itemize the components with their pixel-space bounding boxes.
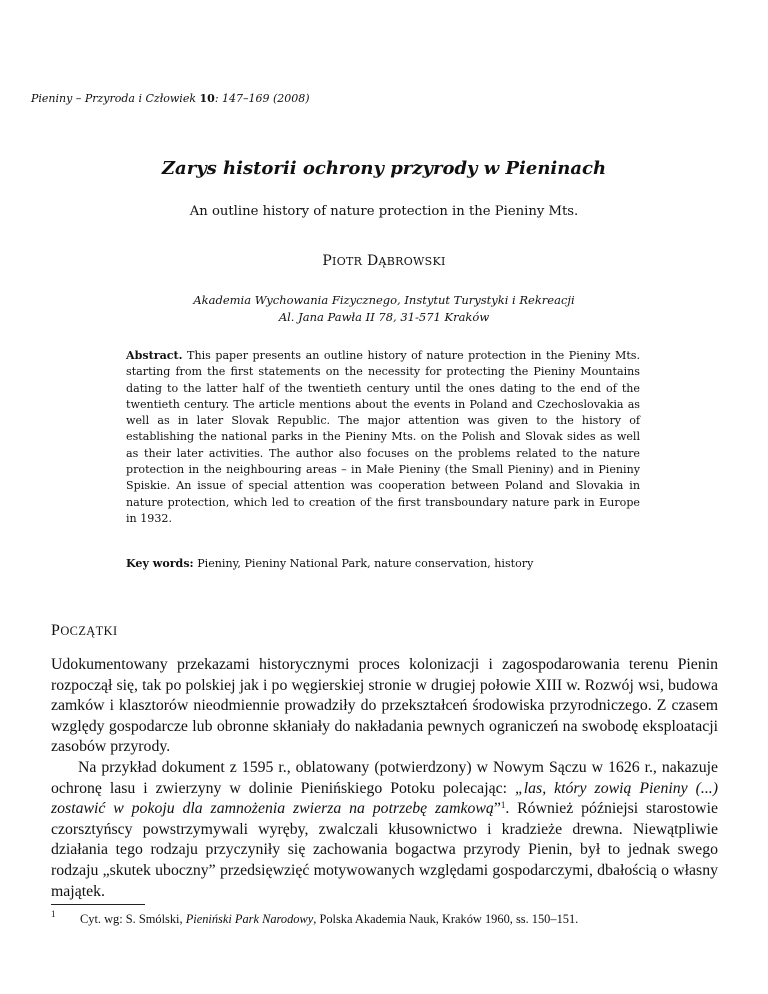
- footnote-text-end: , Polska Akademia Nauk, Kraków 1960, ss. 150–151.: [313, 912, 579, 926]
- footnote-text: [80, 912, 578, 927]
- section-heading: [51, 622, 118, 640]
- abstract-label: Abstract.: [126, 349, 183, 362]
- section-heading-rest: OCZĄTKI: [60, 624, 118, 638]
- quote-closing-mark: ”: [493, 800, 501, 818]
- author-last-rest: ĄBROWSKI: [378, 255, 446, 268]
- journal-pages-year: : 147–169 (2008): [214, 92, 310, 105]
- paragraph-2-start: Na przykład dokument z 1595 r., oblatowany (potwierdzony) w Nowym Sączu w 1626 r., nakazuje ochronę lasu i zwierzyny w dolinie Pienińskiego Potoku polecając:: [51, 758, 718, 797]
- article-title: Zarys historii ochrony przyrody w Pieninach: [161, 158, 607, 179]
- historical-quote: „las, który zowią Pieniny (...) zostawić w pokoju dla zamnożenia zwierza na potrzebę zamkową: [51, 779, 718, 818]
- keywords-label: Key words:: [126, 557, 194, 570]
- keywords: [126, 557, 686, 570]
- footnote-text-start: Cyt. wg: S. Smólski,: [80, 912, 186, 926]
- paragraph-2-end: . Również późniejsi starostowie czorsztyńscy powstrzymywali wyręby, zwalczali kłusownictwo i kradzieże drewna. Niewątpliwie działania tego rodzaju przyczyniły się zachowania bogactwa przyrody Pienin, był to jednak swego rodzaju „skutek uboczny” przedsięwzięć motywowanych względami gospodarczymi, dbałością o własny majątek.: [51, 800, 718, 900]
- journal-reference: [31, 92, 310, 105]
- journal-name: Pieniny – Przyroda i Człowiek: [31, 92, 196, 105]
- keywords-text: Pieniny, Pieniny National Park, nature conservation, history: [193, 557, 534, 570]
- abstract-text: This paper presents an outline history of nature protection in the Pieniny Mts. starting from the first statements on the necessity for protecting the Pieniny Mountains dating to the latter half of the twentieth century until the ones dating to the end of the twentieth century. The article mentions about the events in Poland and Czechoslovakia as well as in later Slovak Republic. The major attention was given to the history of establishing the national parks in the Pieniny Mts. on the Polish and Slovak sides as well as their later activities. The author also focuses on the problems related to the nature protection in the neighbouring areas – in Małe Pieniny (the Small Pieniny) and in Pieniny Spiskie. An issue of special attention was cooperation between Poland and Slovakia in nature protection, which led to creation of the first transboundary nature park in Europe in 1932.: [126, 349, 640, 525]
- author-name: [0, 253, 768, 269]
- article-subtitle: An outline history of nature protection in the Pieniny Mts.: [189, 204, 579, 219]
- footnote-mark: 1: [51, 909, 56, 919]
- footnote-divider: [51, 904, 145, 905]
- affiliation-line-1: Akademia Wychowania Fizycznego, Instytut Turystyki i Rekreacji: [193, 293, 575, 307]
- author-first-initial: P: [322, 253, 333, 269]
- body-text: [51, 655, 718, 902]
- author-first-rest: IOTR: [332, 255, 363, 268]
- affiliation-line-2: Al. Jana Pawła II 78, 31-571 Kraków: [278, 310, 490, 324]
- abstract: [126, 348, 640, 527]
- section-heading-initial: P: [51, 622, 61, 639]
- paragraph-2: [51, 758, 718, 902]
- journal-volume: 10: [199, 92, 215, 105]
- author-affiliation: [0, 292, 768, 326]
- author-last-initial: D: [367, 253, 379, 269]
- footnote-reference[interactable]: 1: [500, 800, 506, 811]
- paragraph-1: Udokumentowany przekazami historycznymi proces kolonizacji i zagospodarowania terenu Pienin rozpoczął się, tak po polskiej jak i po węgierskiej stronie w drugiej połowie XIII w. Rozwój wsi, budowa zamków i klasztorów nieodmiennie prowadziły do przekształceń środowiska przyrodniczego. Z czasem względy gospodarcze lub obronne skłaniały do nakładania pewnych ograniczeń na swobodę eksploatacji zasobów przyrody.: [51, 656, 718, 756]
- footnote-book-title: Pieniński Park Narodowy: [185, 912, 314, 926]
